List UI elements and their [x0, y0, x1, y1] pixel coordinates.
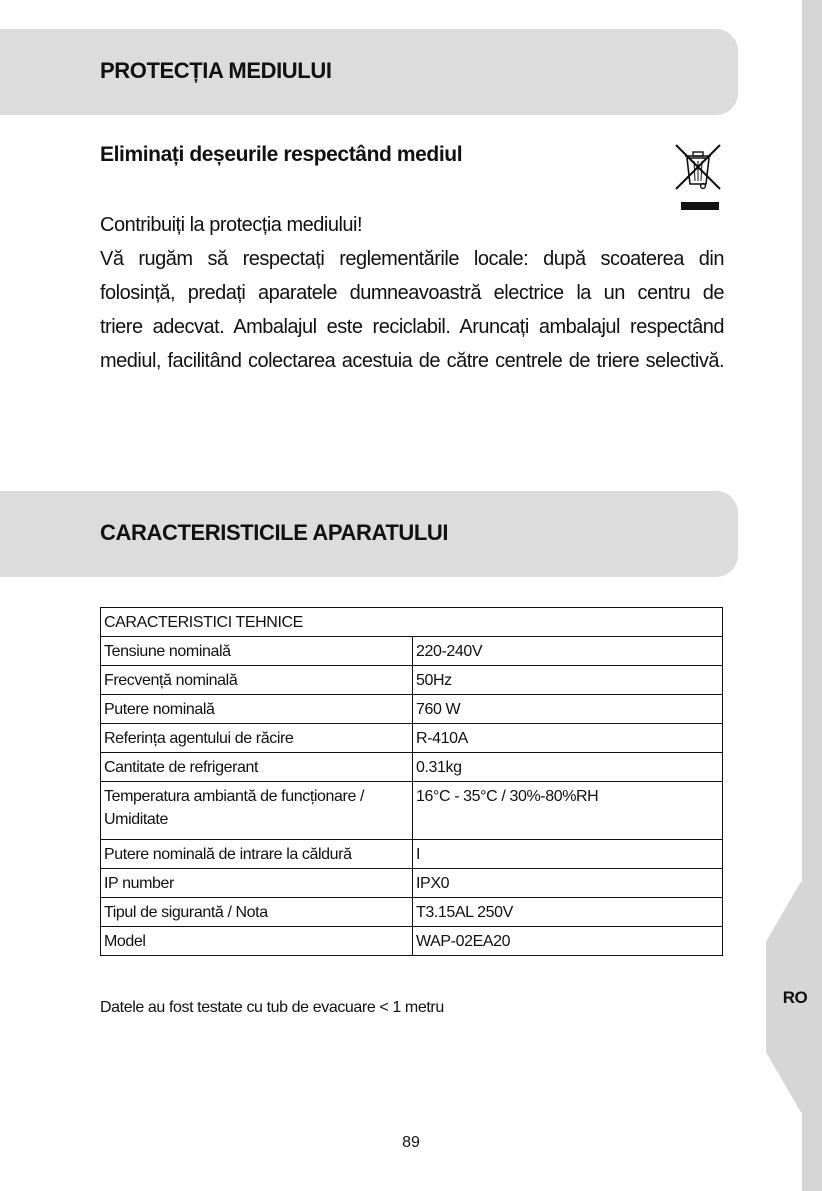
spec-label: Putere nominală: [101, 695, 413, 724]
environment-paragraph-line: mediul, facilitând colectarea acestuia de către centrele de triere selectivă.: [100, 350, 724, 372]
spec-label: Model: [101, 927, 413, 956]
spec-value: 220-240V: [413, 637, 723, 666]
environment-paragraph-line: Vă rugăm să respectați reglementările locale: după scoaterea din: [100, 248, 724, 270]
table-row: [101, 637, 723, 666]
spec-label: Tensiune nominală: [101, 637, 413, 666]
spec-value: R-410A: [413, 724, 723, 753]
table-row: [101, 724, 723, 753]
language-tab-label: RO: [782, 988, 808, 1007]
spec-value: 760 W: [413, 695, 723, 724]
page-number: 89: [402, 1134, 420, 1151]
section-title-characteristics: CARACTERISTICILE APARATULUI: [100, 520, 449, 545]
table-row: [101, 782, 723, 840]
table-row: [101, 666, 723, 695]
spec-label: Frecvență nominală: [101, 666, 413, 695]
environment-paragraph-line: folosință, predați aparatele dumneavoastră electrice la un centru de: [100, 282, 724, 304]
spec-label: Tipul de sigurantă / Nota: [101, 898, 413, 927]
spec-label: Putere nominală de intrare la căldură: [101, 840, 413, 869]
spec-value: 16°C - 35°C / 30%-80%RH: [413, 782, 723, 840]
spec-value: T3.15AL 250V: [413, 898, 723, 927]
spec-label: Temperatura ambiantă de funcționare / Umiditate: [101, 782, 413, 840]
test-conditions-footnote: Datele au fost testate cu tub de evacuare < 1 metru: [100, 999, 444, 1016]
technical-specs-table: [100, 607, 723, 956]
section-title-environment: PROTECȚIA MEDIULUI: [100, 58, 332, 83]
environment-paragraph-line: triere adecvat. Ambalajul este reciclabil. Aruncați ambalajul respectând: [100, 316, 724, 338]
environment-body-text: [100, 208, 724, 378]
spec-value: WAP-02EA20: [413, 927, 723, 956]
table-header: CARACTERISTICI TEHNICE: [101, 608, 723, 637]
spec-value: I: [413, 840, 723, 869]
spec-value: 50Hz: [413, 666, 723, 695]
spec-label: Referința agentului de răcire: [101, 724, 413, 753]
spec-label: IP number: [101, 869, 413, 898]
table-row: [101, 695, 723, 724]
table-header-row: [101, 608, 723, 637]
waste-disposal-heading: Eliminați deșeurile respectând mediul: [100, 143, 463, 166]
table-row: [101, 753, 723, 782]
table-row: [101, 898, 723, 927]
spec-label: Cantitate de refrigerant: [101, 753, 413, 782]
spec-value: 0.31kg: [413, 753, 723, 782]
table-row: [101, 927, 723, 956]
table-row: [101, 869, 723, 898]
table-row: [101, 840, 723, 869]
spec-value: IPX0: [413, 869, 723, 898]
environment-intro-line: Contribuiți la protecția mediului!: [100, 214, 363, 236]
crossed-out-wheelie-bin-icon: [673, 142, 723, 214]
